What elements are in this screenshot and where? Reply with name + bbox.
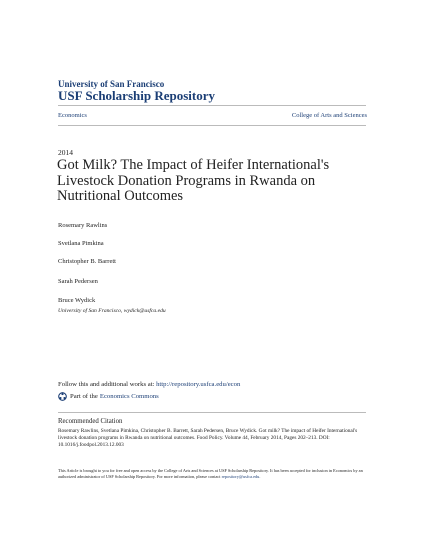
publication-year: 2014 bbox=[58, 148, 73, 157]
paper-title: Got Milk? The Impact of Heifer International's Livestock Donation Programs in Rwanda on Nutritional Outcomes bbox=[57, 157, 330, 204]
contact-email-link[interactable]: repository@usfca.edu bbox=[221, 474, 260, 480]
part-of-line bbox=[58, 392, 159, 401]
network-icon bbox=[58, 392, 67, 401]
author-affiliation: University of San Francisco, wydick@usfca.edu bbox=[58, 308, 166, 314]
institution-name[interactable]: University of San Francisco bbox=[58, 79, 165, 89]
follow-text: Follow this and additional works at: bbox=[58, 381, 157, 388]
citation-text: Rosemary Rawlins, Svetlana Pimkina, Christopher B. Barrett, Sarah Pedersen, Bruce Wydick. Got milk? The impact of Heifer International's livestock donation programs in Rwanda on nutritional outcomes. Food Policy. Volume 44, February 2014, Pages 202–213. DOI: 10.1016/j.foodpol.2013.12.003 bbox=[58, 428, 358, 449]
college-link[interactable]: College of Arts and Sciences bbox=[291, 112, 367, 119]
part-of-text: Part of the bbox=[70, 393, 98, 400]
follow-line bbox=[58, 381, 240, 388]
header-divider-top bbox=[58, 105, 366, 106]
author-name: Svetlana Pimkina bbox=[58, 240, 104, 247]
repository-name[interactable]: USF Scholarship Repository bbox=[58, 88, 215, 103]
economics-commons-link[interactable]: Economics Commons bbox=[99, 393, 159, 400]
author-name: Christopher B. Barrett bbox=[58, 258, 116, 265]
recommended-citation-heading: Recommended Citation bbox=[58, 418, 123, 425]
follow-url-link[interactable]: http://repository.usfca.edu/econ bbox=[156, 381, 241, 388]
economics-link[interactable]: Economics bbox=[58, 112, 87, 119]
footer-notice: This Article is brought to you for free and open access by the College of Arts and Sciences at USF Scholarship Repository. It has been accepted for inclusion in Economics by an authorized administrator of USF Scholarship Repository. For more information, please contact repository@usfca.edu. bbox=[58, 468, 363, 480]
citation-divider bbox=[58, 412, 366, 413]
header-divider-bottom bbox=[58, 125, 366, 126]
author-name: Sarah Pedersen bbox=[58, 278, 98, 285]
author-name: Rosemary Rawlins bbox=[58, 222, 108, 229]
author-name: Bruce Wydick bbox=[58, 297, 96, 304]
